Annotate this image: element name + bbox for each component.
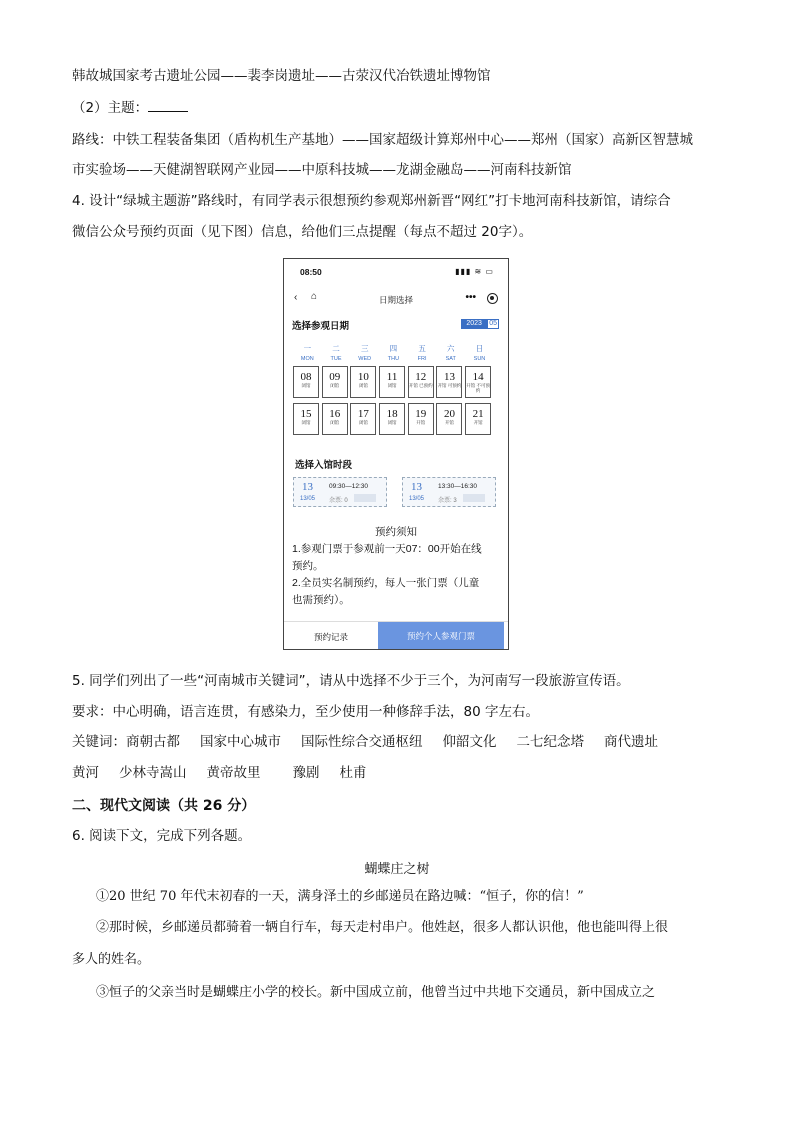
calendar-day[interactable] (379, 403, 405, 435)
theme-blank (148, 98, 188, 112)
calendar-day[interactable] (293, 403, 319, 435)
book-ticket-button[interactable]: 预约个人参观门票 (378, 622, 504, 650)
calendar-day[interactable] (465, 403, 491, 435)
weekday-cn: 四 (389, 344, 398, 353)
weekday-label (322, 343, 351, 362)
calendar-day[interactable] (350, 403, 376, 435)
day-status: 闭馆 (330, 420, 340, 425)
nav-title: 日期选择 (378, 295, 413, 305)
keyword: 黄帝故里 (206, 765, 261, 781)
slot-remaining: 余票: 3 (438, 498, 457, 504)
route-line-3: 市实验场——天健湖智联网产业园——中原科技城——龙湖金融岛——河南科技新馆 (72, 162, 572, 178)
keyword: 仰韶文化 (442, 734, 497, 750)
question-5-requirement: 要求：中心明确，语言连贯，有感染力，至少使用一种修辞手法，80 字左右。 (72, 704, 539, 720)
select-time-heading: 选择入馆时段 (295, 460, 353, 471)
question-6: 6. 阅读下文，完成下列各题。 (72, 828, 252, 844)
nav-bar (284, 291, 508, 309)
weekday-en: TUE (330, 356, 342, 362)
status-time: 08:50 (300, 267, 322, 277)
day-number: 12 (415, 371, 427, 383)
calendar-day[interactable] (436, 366, 462, 398)
theme-label: （2）主题： (72, 100, 149, 116)
notice-line: 1.参观门票于参观前一天07：00开始在线 (292, 543, 482, 555)
calendar-day[interactable] (350, 366, 376, 398)
blurred-region (463, 494, 485, 502)
more-icon[interactable]: ••• (465, 292, 476, 303)
weekday-en: FRI (417, 356, 427, 362)
weekday-cn: 一 (303, 344, 312, 353)
weekday-label (408, 343, 437, 362)
blurred-region (354, 494, 376, 502)
weekday-en: MON (300, 356, 314, 362)
time-slot-afternoon[interactable] (402, 477, 496, 507)
select-date-heading: 选择参观日期 (292, 321, 350, 332)
calendar-day[interactable] (322, 366, 348, 398)
keyword: 国家中心城市 (200, 734, 281, 750)
notice-line: 也需预约）。 (292, 594, 350, 606)
keyword: 二七纪念塔 (516, 734, 584, 750)
day-status: 闭馆 (301, 383, 311, 388)
day-status: 开馆 (416, 420, 426, 425)
keyword: 国际性综合交通枢纽 (301, 734, 423, 750)
year-month-picker[interactable] (461, 319, 499, 329)
back-icon[interactable]: ‹ (294, 292, 298, 303)
slot-remaining: 余票: 0 (329, 498, 348, 504)
day-status: 开馆 (444, 420, 454, 425)
day-status: 闭馆 (301, 420, 311, 425)
day-number: 10 (357, 371, 369, 383)
keyword: 杜甫 (339, 765, 367, 781)
calendar-day[interactable] (379, 366, 405, 398)
story-paragraph-3: ③恒子的父亲当时是蝴蝶庄小学的校长。新中国成立前，他曾当过中共地下交通员，新中国成立之 (96, 985, 656, 1000)
story-paragraph-1: ①20 世纪 70 年代末初春的一天，满身泽土的乡邮递员在路边喊：“恒子，你的信！” (96, 889, 584, 904)
weekday-header (293, 343, 503, 362)
calendar-day[interactable] (465, 366, 491, 398)
slot-date: 13/05 (300, 496, 316, 502)
calendar-day[interactable] (293, 366, 319, 398)
keyword: 商朝古都 (126, 734, 180, 750)
notice-body (292, 541, 504, 609)
weekday-en: SUN (473, 356, 486, 362)
story-paragraph-2: ②那时候，乡邮递员都骑着一辆自行车，每天走村串户。他姓赵，很多人都认识他，他也能叫得上很 (96, 920, 669, 935)
keywords-row-2 (72, 763, 387, 783)
route-line-1: 韩故城国家考古遗址公园——裴李岗遗址——古荥汉代冶铁遗址博物馆 (72, 68, 491, 84)
day-number: 13 (443, 371, 455, 383)
keyword: 豫剧 (292, 765, 320, 781)
slot-time: 09:30—12:30 (329, 483, 369, 490)
story-title: 蝴蝶庄之树 (364, 862, 430, 877)
month-value: 05 (489, 320, 497, 327)
slot-day: 13 (411, 481, 422, 493)
home-icon[interactable]: ⌂ (311, 291, 318, 302)
close-target-icon[interactable] (487, 293, 498, 304)
calendar-day[interactable] (322, 403, 348, 435)
question-5: 5. 同学们列出了一些“河南城市关键词”，请从中选择不少于三个，为河南写一段旅游宣传语。 (72, 673, 630, 689)
slot-time: 13:30—16:30 (438, 483, 478, 490)
weekday-label (465, 343, 494, 362)
route-line-2: 路线：中铁工程装备集团（盾构机生产基地）——国家超级计算郑州中心——郑州（国家）高新区智慧城 (72, 132, 693, 148)
day-number: 08 (300, 371, 312, 383)
day-status: 闭馆 (330, 383, 340, 388)
day-number: 20 (443, 408, 455, 420)
calendar-week-2 (293, 403, 503, 435)
day-status: 开馆 已预约 (408, 383, 433, 388)
day-number: 19 (415, 408, 427, 420)
day-number: 14 (472, 371, 484, 383)
weekday-label (350, 343, 379, 362)
time-slot-morning[interactable] (293, 477, 387, 507)
slot-day: 13 (302, 481, 313, 493)
weekday-cn: 日 (475, 344, 484, 353)
question-4-line-2: 微信公众号预约页面（见下图）信息，给他们三点提醒（每点不超过 20字）。 (72, 224, 533, 240)
calendar-week-1 (293, 366, 503, 398)
story-paragraph-2-cont: 多人的姓名。 (72, 952, 151, 967)
keywords-label: 关键词： (72, 734, 126, 750)
day-status: 闭馆 (358, 383, 368, 388)
weekday-cn: 五 (418, 344, 426, 353)
day-number: 21 (472, 408, 484, 420)
slot-date: 13/05 (409, 496, 425, 502)
section-heading: 二、现代文阅读（共 26 分） (72, 798, 256, 814)
theme-prompt (72, 98, 188, 118)
weekday-label (379, 343, 408, 362)
signal-wifi-battery-icon: ▮▮▮ ≋ ▭ (455, 267, 494, 276)
weekday-en: WED (358, 356, 372, 362)
year-value: 2023 (461, 319, 487, 329)
day-status: 闭馆 (387, 420, 397, 425)
notice-title: 预约须知 (375, 526, 417, 538)
keyword: 少林寺嵩山 (119, 765, 187, 781)
day-status: 开馆 可预约 (437, 383, 462, 388)
keyword: 商代遗址 (604, 734, 658, 750)
day-number: 11 (386, 371, 398, 383)
bottom-action-bar (284, 621, 508, 650)
day-status: 闭馆 (358, 420, 368, 425)
notice-line: 2.全员实名制预约，每人一张门票（儿童 (292, 577, 480, 589)
day-number: 18 (386, 408, 398, 420)
calendar-day[interactable] (436, 403, 462, 435)
day-status: 开馆 不可预约 (466, 383, 490, 393)
weekday-cn: 三 (360, 344, 369, 353)
status-bar (284, 259, 508, 281)
weekday-cn: 六 (447, 344, 455, 353)
question-4-line-1: 4. 设计“绿城主题游”路线时，有同学表示很想预约参观郑州新晋“网红”打卡地河南科技新馆，请综合 (72, 193, 671, 209)
weekday-en: SAT (445, 356, 456, 362)
weekday-label (293, 343, 322, 362)
booking-records-button[interactable]: 预约记录 (313, 632, 348, 642)
calendar-grid (293, 366, 503, 440)
day-number: 17 (357, 408, 369, 420)
weekday-label (436, 343, 465, 362)
day-number: 16 (329, 408, 341, 420)
keywords-row-1 (72, 732, 678, 752)
calendar-day[interactable] (408, 366, 434, 398)
weekday-en: THU (387, 356, 400, 362)
day-number: 09 (329, 371, 341, 383)
day-status: 开馆 (473, 420, 483, 425)
keyword: 黄河 (72, 765, 99, 781)
weekday-cn: 二 (332, 344, 340, 353)
day-number: 15 (300, 408, 312, 420)
notice-line: 预约。 (292, 560, 324, 572)
phone-screenshot (283, 258, 509, 650)
calendar-day[interactable] (408, 403, 434, 435)
day-status: 闭馆 (387, 383, 397, 388)
